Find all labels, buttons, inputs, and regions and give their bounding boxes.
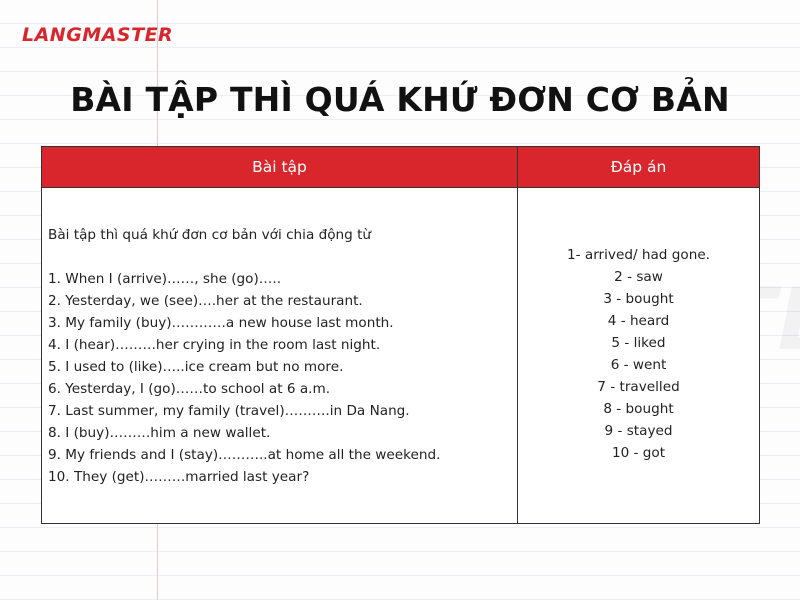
header-exercise: Bài tập bbox=[42, 147, 518, 188]
answer-item: 2 - saw bbox=[614, 269, 663, 285]
exercise-intro: Bài tập thì quá khứ đơn cơ bản với chia động từ bbox=[48, 227, 372, 243]
answer-item: 1- arrived/ had gone. bbox=[567, 247, 710, 263]
answer-item: 8 - bought bbox=[603, 401, 674, 417]
exercise-item: 9. My friends and I (stay)………..at home all the weekend. bbox=[48, 447, 441, 463]
answer-item: 9 - stayed bbox=[604, 423, 673, 439]
exercise-table bbox=[41, 146, 760, 524]
exercise-item: 6. Yesterday, I (go)……to school at 6 a.m. bbox=[48, 381, 331, 397]
exercise-item: 8. I (buy)………him a new wallet. bbox=[48, 425, 271, 441]
table-row bbox=[42, 188, 760, 524]
exercise-cell bbox=[42, 188, 518, 524]
exercise-item: 5. I used to (like)…..ice cream but no more. bbox=[48, 359, 344, 375]
exercise-item: 7. Last summer, my family (travel)……….in Da Nang. bbox=[48, 403, 410, 419]
page-title: BÀI TẬP THÌ QUÁ KHỨ ĐƠN CƠ BẢN bbox=[70, 80, 730, 119]
answer-item: 7 - travelled bbox=[597, 379, 680, 395]
table-header-row bbox=[42, 147, 760, 188]
exercise-item: 4. I (hear)………her crying in the room last night. bbox=[48, 337, 381, 353]
answer-item: 3 - bought bbox=[603, 291, 674, 307]
answer-item: 6 - went bbox=[610, 357, 667, 373]
spacer bbox=[48, 246, 517, 268]
header-answer: Đáp án bbox=[518, 147, 760, 188]
answer-item: 4 - heard bbox=[607, 313, 670, 329]
exercise-item: 1. When I (arrive)……, she (go)….. bbox=[48, 271, 282, 287]
answer-item: 10 - got bbox=[611, 445, 666, 461]
answer-cell bbox=[518, 188, 760, 524]
exercise-item: 3. My family (buy)…………a new house last month. bbox=[48, 315, 394, 331]
answer-item: 5 - liked bbox=[611, 335, 666, 351]
exercise-item: 2. Yesterday, we (see)….her at the restaurant. bbox=[48, 293, 363, 309]
exercise-item: 10. They (get)………married last year? bbox=[48, 469, 310, 485]
langmaster-logo: LANGMASTER bbox=[22, 24, 174, 46]
